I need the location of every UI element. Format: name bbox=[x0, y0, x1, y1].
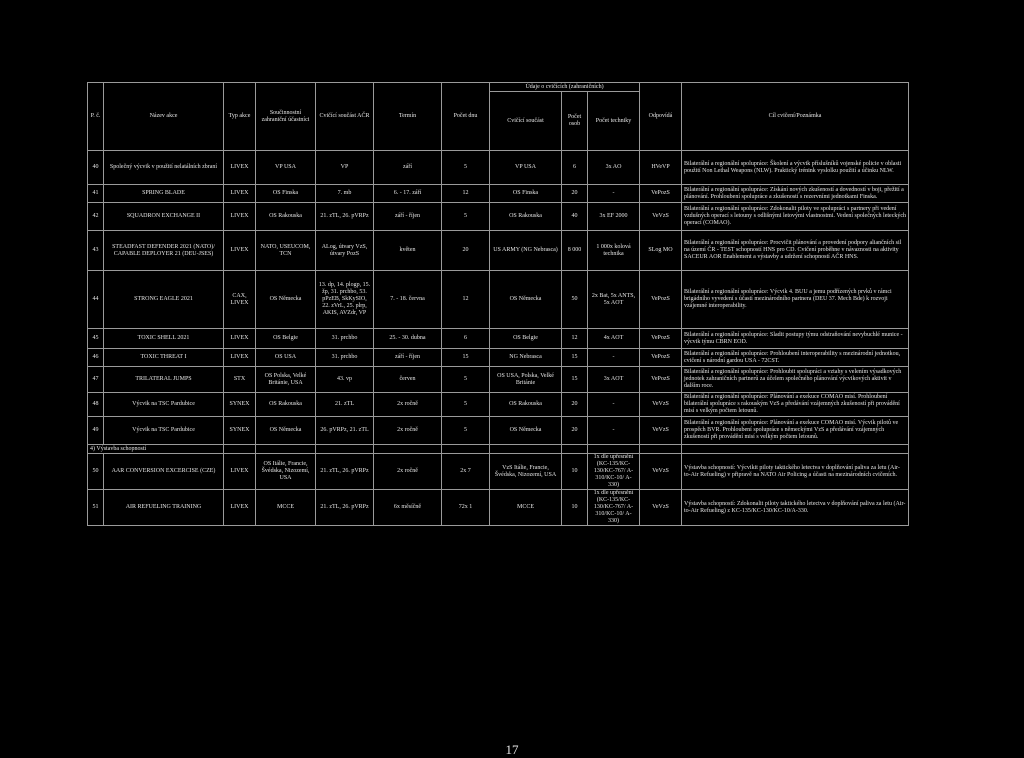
cell-pc: 50 bbox=[88, 454, 104, 490]
section-row bbox=[88, 445, 909, 454]
group-header: Údaje o cvičících (zahraničních) bbox=[490, 83, 640, 92]
cell-nazev: Společný výcvik v použití nelatálních zbraní bbox=[104, 151, 224, 185]
cell-pocet-techniky: 4x AOT bbox=[588, 329, 640, 349]
cell-cvicici-acr: 13. dp, 14. plogp, 15. žp, 31. prchbo, 53. pPzEB, SkKySIO, 22. zVrL, 25. plrp, AKIS, AVZdr, VP bbox=[316, 271, 374, 329]
cell-termin: 25. - 30. dubna bbox=[374, 329, 442, 349]
cell-pocet-dnu: 72x 1 bbox=[442, 490, 490, 526]
cell-odpovida: HVeVP bbox=[640, 151, 682, 185]
cell-soucinnost: OS Německa bbox=[256, 271, 316, 329]
cell-pc: 40 bbox=[88, 151, 104, 185]
cell-pocet-dnu: 2x 7 bbox=[442, 454, 490, 490]
cell-cvicici-acr: 31. prchbo bbox=[316, 349, 374, 367]
cell-pocet-dnu: 5 bbox=[442, 417, 490, 445]
cell-odpovida: VeVzS bbox=[640, 417, 682, 445]
cell-pocet-dnu: 5 bbox=[442, 151, 490, 185]
cell-pocet-osob: 6 bbox=[562, 151, 588, 185]
table-row bbox=[88, 367, 909, 393]
col-header-pc: P. č. bbox=[88, 83, 104, 151]
cell-cvicici-acr: 21. zTL, 26. pVRPz bbox=[316, 203, 374, 231]
table-row bbox=[88, 329, 909, 349]
cell-cil: Bilaterální a regionální spolupráce: Plánování a exekuce COMAO misí. Výcvik pilotů ve prospěch BVR. Prohloubení spolupráce s německými VzS a předávání vzájemných zkušeností při provádění misí s velkým počtem letounů. bbox=[682, 417, 909, 445]
cell-cvicici-soucast: OS Belgie bbox=[490, 329, 562, 349]
cell-cvicici-soucast: NG Nebrasca bbox=[490, 349, 562, 367]
cell-odpovida: VePozS bbox=[640, 185, 682, 203]
cell-cvicici-soucast: VP USA bbox=[490, 151, 562, 185]
cell-nazev: STEADFAST DEFENDER 2021 (NATO)/ CAPABLE DEPLOYER 21 (DEU-JSES) bbox=[104, 231, 224, 271]
cell-pocet-osob: 40 bbox=[562, 203, 588, 231]
cell-odpovida: VePozS bbox=[640, 329, 682, 349]
cell-cvicici-soucast: VzS Itálie, Francie, Švédska, Nizozemí, USA bbox=[490, 454, 562, 490]
cell-pocet-techniky: 3x AO bbox=[588, 151, 640, 185]
cell-nazev: TOXIC SHELL 2021 bbox=[104, 329, 224, 349]
empty-cell bbox=[316, 445, 374, 454]
cell-soucinnost: OS USA bbox=[256, 349, 316, 367]
table-body bbox=[88, 151, 909, 526]
cell-cvicici-soucast: MCCE bbox=[490, 490, 562, 526]
cell-odpovida: SLog MO bbox=[640, 231, 682, 271]
empty-cell bbox=[640, 445, 682, 454]
empty-cell bbox=[490, 445, 562, 454]
cell-cvicici-soucast: US ARMY (NG Nebrasca) bbox=[490, 231, 562, 271]
col-header-typ: Typ akce bbox=[224, 83, 256, 151]
col-header-pocet-dnu: Počet dnu bbox=[442, 83, 490, 151]
col-header-cvicici-acr: Cvičící součást AČR bbox=[316, 83, 374, 151]
cell-nazev: Výcvik na TSC Pardubice bbox=[104, 393, 224, 417]
empty-cell bbox=[588, 445, 640, 454]
table-row bbox=[88, 454, 909, 490]
cell-termin: 6x měsíčně bbox=[374, 490, 442, 526]
cell-odpovida: VePozS bbox=[640, 349, 682, 367]
col-header-nazev: Název akce bbox=[104, 83, 224, 151]
cell-soucinnost: OS Polska, Velké Británie, USA bbox=[256, 367, 316, 393]
cell-typ: LIVEX bbox=[224, 203, 256, 231]
table-row bbox=[88, 349, 909, 367]
cell-nazev: SQUADRON EXCHANGE II bbox=[104, 203, 224, 231]
cell-termin: květen bbox=[374, 231, 442, 271]
col-header-soucinnost: Součinnostní zahraniční účastníci bbox=[256, 83, 316, 151]
table-row bbox=[88, 185, 909, 203]
cell-termin: září - říjen bbox=[374, 203, 442, 231]
cell-cvicici-acr: 31. prchbo bbox=[316, 329, 374, 349]
cell-nazev: AAR CONVERSION EXCERCISE (CZE) bbox=[104, 454, 224, 490]
cell-typ: LIVEX bbox=[224, 231, 256, 271]
cell-pocet-osob: 15 bbox=[562, 367, 588, 393]
table-row bbox=[88, 393, 909, 417]
cell-pocet-techniky: 1 000x kolová technika bbox=[588, 231, 640, 271]
cell-pocet-techniky: 1x dle upřesnění (KC-135/KC-130/KC-767/ A-310/KC-10/ A-330) bbox=[588, 490, 640, 526]
cell-cil: Výstavba schopností: Výcvikit piloty taktického letectva v doplňování paliva za letu (Air-to-Air Refueling) v připravě na NATO Air Policing a účasti na mezinárodních cvičeních. bbox=[682, 454, 909, 490]
cell-soucinnost: OS Rakouska bbox=[256, 393, 316, 417]
cell-pocet-dnu: 6 bbox=[442, 329, 490, 349]
cell-soucinnost: OS Německa bbox=[256, 417, 316, 445]
cell-cil: Výstavba schopností: Zdokonalit piloty taktického letectva v doplňování paliva za letu (Air-to-Air Refueling) z KC-135/KC-130/KC-10/A-330. bbox=[682, 490, 909, 526]
exercise-table bbox=[87, 82, 909, 526]
cell-termin: 6. - 17. září bbox=[374, 185, 442, 203]
cell-cvicici-acr: ALog, útvary VzS, útvary PozS bbox=[316, 231, 374, 271]
cell-cvicici-soucast: OS Německa bbox=[490, 271, 562, 329]
table-row bbox=[88, 417, 909, 445]
cell-pocet-techniky: 2x Bat, 5x ANTS, 5x AOT bbox=[588, 271, 640, 329]
cell-cvicici-soucast: OS Finska bbox=[490, 185, 562, 203]
cell-typ: CAX, LIVEX bbox=[224, 271, 256, 329]
cell-termin: září - říjen bbox=[374, 349, 442, 367]
cell-pocet-dnu: 20 bbox=[442, 231, 490, 271]
col-header-termin: Termín bbox=[374, 83, 442, 151]
cell-soucinnost: VP USA bbox=[256, 151, 316, 185]
table-row bbox=[88, 271, 909, 329]
empty-cell bbox=[256, 445, 316, 454]
table-row bbox=[88, 490, 909, 526]
cell-cil: Bilaterální a regionální spolupráce: Plánování a exekuce COMAO misí. Prohloubení bilaterální spolupráce s rakouským VzS a předávání vzájemných zkušeností při provádění misí s velkým počtem letounů. bbox=[682, 393, 909, 417]
cell-soucinnost: NATO, USEUCOM, TCN bbox=[256, 231, 316, 271]
cell-cvicici-soucast: OS Německa bbox=[490, 417, 562, 445]
cell-odpovida: VeVzS bbox=[640, 454, 682, 490]
cell-pc: 51 bbox=[88, 490, 104, 526]
cell-soucinnost: OS Rakouska bbox=[256, 203, 316, 231]
empty-cell bbox=[682, 445, 909, 454]
empty-cell bbox=[442, 445, 490, 454]
cell-nazev: STRONG EAGLE 2021 bbox=[104, 271, 224, 329]
cell-nazev: TOXIC THREAT I bbox=[104, 349, 224, 367]
cell-nazev: SPRING BLADE bbox=[104, 185, 224, 203]
cell-typ: LIVEX bbox=[224, 151, 256, 185]
cell-pocet-dnu: 15 bbox=[442, 349, 490, 367]
cell-pocet-dnu: 5 bbox=[442, 393, 490, 417]
cell-cvicici-acr: 7. mb bbox=[316, 185, 374, 203]
cell-soucinnost: MCCE bbox=[256, 490, 316, 526]
cell-pocet-osob: 20 bbox=[562, 185, 588, 203]
cell-typ: LIVEX bbox=[224, 329, 256, 349]
col-header-odpovida: Odpovídá bbox=[640, 83, 682, 151]
cell-typ: LIVEX bbox=[224, 185, 256, 203]
cell-pc: 47 bbox=[88, 367, 104, 393]
cell-termin: 7. - 18. června bbox=[374, 271, 442, 329]
cell-pc: 41 bbox=[88, 185, 104, 203]
col-header-pocet-techniky: Počet techniky bbox=[588, 92, 640, 151]
cell-typ: STX bbox=[224, 367, 256, 393]
cell-pocet-dnu: 12 bbox=[442, 185, 490, 203]
cell-cvicici-acr: 21. zTL, 26. pVRPz bbox=[316, 490, 374, 526]
cell-pc: 45 bbox=[88, 329, 104, 349]
cell-typ: LIVEX bbox=[224, 490, 256, 526]
cell-odpovida: VePozS bbox=[640, 271, 682, 329]
cell-nazev: TRILATERAL JUMPS bbox=[104, 367, 224, 393]
cell-termin: září bbox=[374, 151, 442, 185]
cell-odpovida: VeVzS bbox=[640, 203, 682, 231]
cell-cvicici-soucast: OS Rakouska bbox=[490, 203, 562, 231]
cell-odpovida: VeVzS bbox=[640, 393, 682, 417]
cell-pocet-osob: 10 bbox=[562, 454, 588, 490]
cell-nazev: Výcvik na TSC Pardubice bbox=[104, 417, 224, 445]
cell-pocet-techniky: 1x dle upřesnění (KC-135/KC-130/KC-767/ A-310/KC-10/ A-330) bbox=[588, 454, 640, 490]
cell-cil: Bilaterální a regionální spolupráce: Zdokonalit piloty ve spolupráci s partnery při vedení vzdušných operací s letouny s odlišnými letovými vlastnostmi. Vedení společných leteckých operací (COMAO). bbox=[682, 203, 909, 231]
cell-pocet-osob: 20 bbox=[562, 417, 588, 445]
cell-cil: Bilaterální a regionální spolupráce: Procvičit plánování a provedení podpory aliančních sil na území ČR - TEST schopností HNS pro CD. Cvičení proběhne v návaznosti na aktivity SACEUR AOR Enablement a výstavby a udržení schopností AČR HNS. bbox=[682, 231, 909, 271]
section-label: 4) Výstavba schopností bbox=[88, 445, 224, 454]
cell-cil: Bilaterální a regionální spolupráce: Výcvik 4. BUU a jemu podřízených prvků v rámci brigádního vyvedení s účastí mezinárodního partnera (DEU 37. Mech Bde) k rozvoji vzájemné interoperability. bbox=[682, 271, 909, 329]
cell-cvicici-acr: 21. zTL bbox=[316, 393, 374, 417]
cell-pc: 42 bbox=[88, 203, 104, 231]
empty-cell bbox=[374, 445, 442, 454]
cell-cvicici-acr: 26. pVRPz, 21. zTL bbox=[316, 417, 374, 445]
table-row bbox=[88, 203, 909, 231]
cell-pocet-techniky: - bbox=[588, 349, 640, 367]
cell-termin: 2x ročně bbox=[374, 454, 442, 490]
cell-cil: Bilaterální a regionální spolupráce: Školení a výcvik příslušníků vojenské policie v oblasti použití Non Lethal Weapons (NLW). Praktický trénink vyslolku použití a účinku NLW. bbox=[682, 151, 909, 185]
cell-pocet-osob: 15 bbox=[562, 349, 588, 367]
cell-pocet-osob: 20 bbox=[562, 393, 588, 417]
cell-pc: 46 bbox=[88, 349, 104, 367]
cell-cvicici-acr: VP bbox=[316, 151, 374, 185]
cell-termin: 2x ročně bbox=[374, 393, 442, 417]
cell-termin: červen bbox=[374, 367, 442, 393]
col-header-pocet-osob: Počet osob bbox=[562, 92, 588, 151]
cell-pocet-dnu: 5 bbox=[442, 203, 490, 231]
cell-pc: 48 bbox=[88, 393, 104, 417]
cell-pc: 49 bbox=[88, 417, 104, 445]
cell-nazev: AIR REFUELING TRAINING bbox=[104, 490, 224, 526]
cell-odpovida: VeVzS bbox=[640, 490, 682, 526]
cell-typ: LIVEX bbox=[224, 454, 256, 490]
cell-cvicici-acr: 43. vp bbox=[316, 367, 374, 393]
cell-pocet-techniky: 3x AOT bbox=[588, 367, 640, 393]
cell-pocet-osob: 8 000 bbox=[562, 231, 588, 271]
cell-termin: 2x ročně bbox=[374, 417, 442, 445]
cell-pc: 43 bbox=[88, 231, 104, 271]
cell-pocet-dnu: 12 bbox=[442, 271, 490, 329]
cell-pocet-techniky: 3x EF 2000 bbox=[588, 203, 640, 231]
cell-pocet-osob: 12 bbox=[562, 329, 588, 349]
empty-cell bbox=[224, 445, 256, 454]
cell-typ: SYNEX bbox=[224, 417, 256, 445]
cell-cil: Bilaterální a regionální spolupráce: Prohloubení interoperability s mezinárodní jednotkou, cvičení s národní gardou USA - 72CST. bbox=[682, 349, 909, 367]
col-header-cvicici-soucast: Cvičící součást bbox=[490, 92, 562, 151]
cell-typ: LIVEX bbox=[224, 349, 256, 367]
col-header-cil: Cíl cvičení/Poznámka bbox=[682, 83, 909, 151]
cell-pocet-osob: 50 bbox=[562, 271, 588, 329]
cell-cil: Bilaterální a regionální spolupráce: Získání nových zkušeností a dovedností v boji, přežití a plánování. Prohloubení spolupráce a zkušeností s rezervními jednotkami Finska. bbox=[682, 185, 909, 203]
cell-cil: Bilaterální a regionální spolupráce: Prohloubit spolupráci a vztahy s velením výsadkových jednotek zahraničních partnerů za účelem společného plánování výcvikových aktivit v dalším roce. bbox=[682, 367, 909, 393]
page-number: 17 bbox=[505, 742, 519, 757]
table-row bbox=[88, 151, 909, 185]
cell-pocet-techniky: - bbox=[588, 393, 640, 417]
cell-soucinnost: OS Belgie bbox=[256, 329, 316, 349]
cell-typ: SYNEX bbox=[224, 393, 256, 417]
cell-pocet-techniky: - bbox=[588, 417, 640, 445]
cell-pocet-dnu: 5 bbox=[442, 367, 490, 393]
table-row bbox=[88, 231, 909, 271]
cell-soucinnost: OS Finska bbox=[256, 185, 316, 203]
document-table-wrapper bbox=[87, 82, 908, 526]
cell-cvicici-soucast: OS USA, Polska, Velké Británie bbox=[490, 367, 562, 393]
cell-cvicici-acr: 21. zTL, 26. pVRPz bbox=[316, 454, 374, 490]
cell-pocet-osob: 10 bbox=[562, 490, 588, 526]
cell-pocet-techniky: - bbox=[588, 185, 640, 203]
cell-cil: Bilaterální a regionální spolupráce: Sladit postupy týmu odstraňování nevybuchlé munice - výcvik týmu CBRN EOD. bbox=[682, 329, 909, 349]
cell-cvicici-soucast: OS Rakouska bbox=[490, 393, 562, 417]
empty-cell bbox=[562, 445, 588, 454]
cell-soucinnost: OS Itálie, Francie, Švédska, Nizozemí, USA bbox=[256, 454, 316, 490]
cell-pc: 44 bbox=[88, 271, 104, 329]
cell-odpovida: VePozS bbox=[640, 367, 682, 393]
